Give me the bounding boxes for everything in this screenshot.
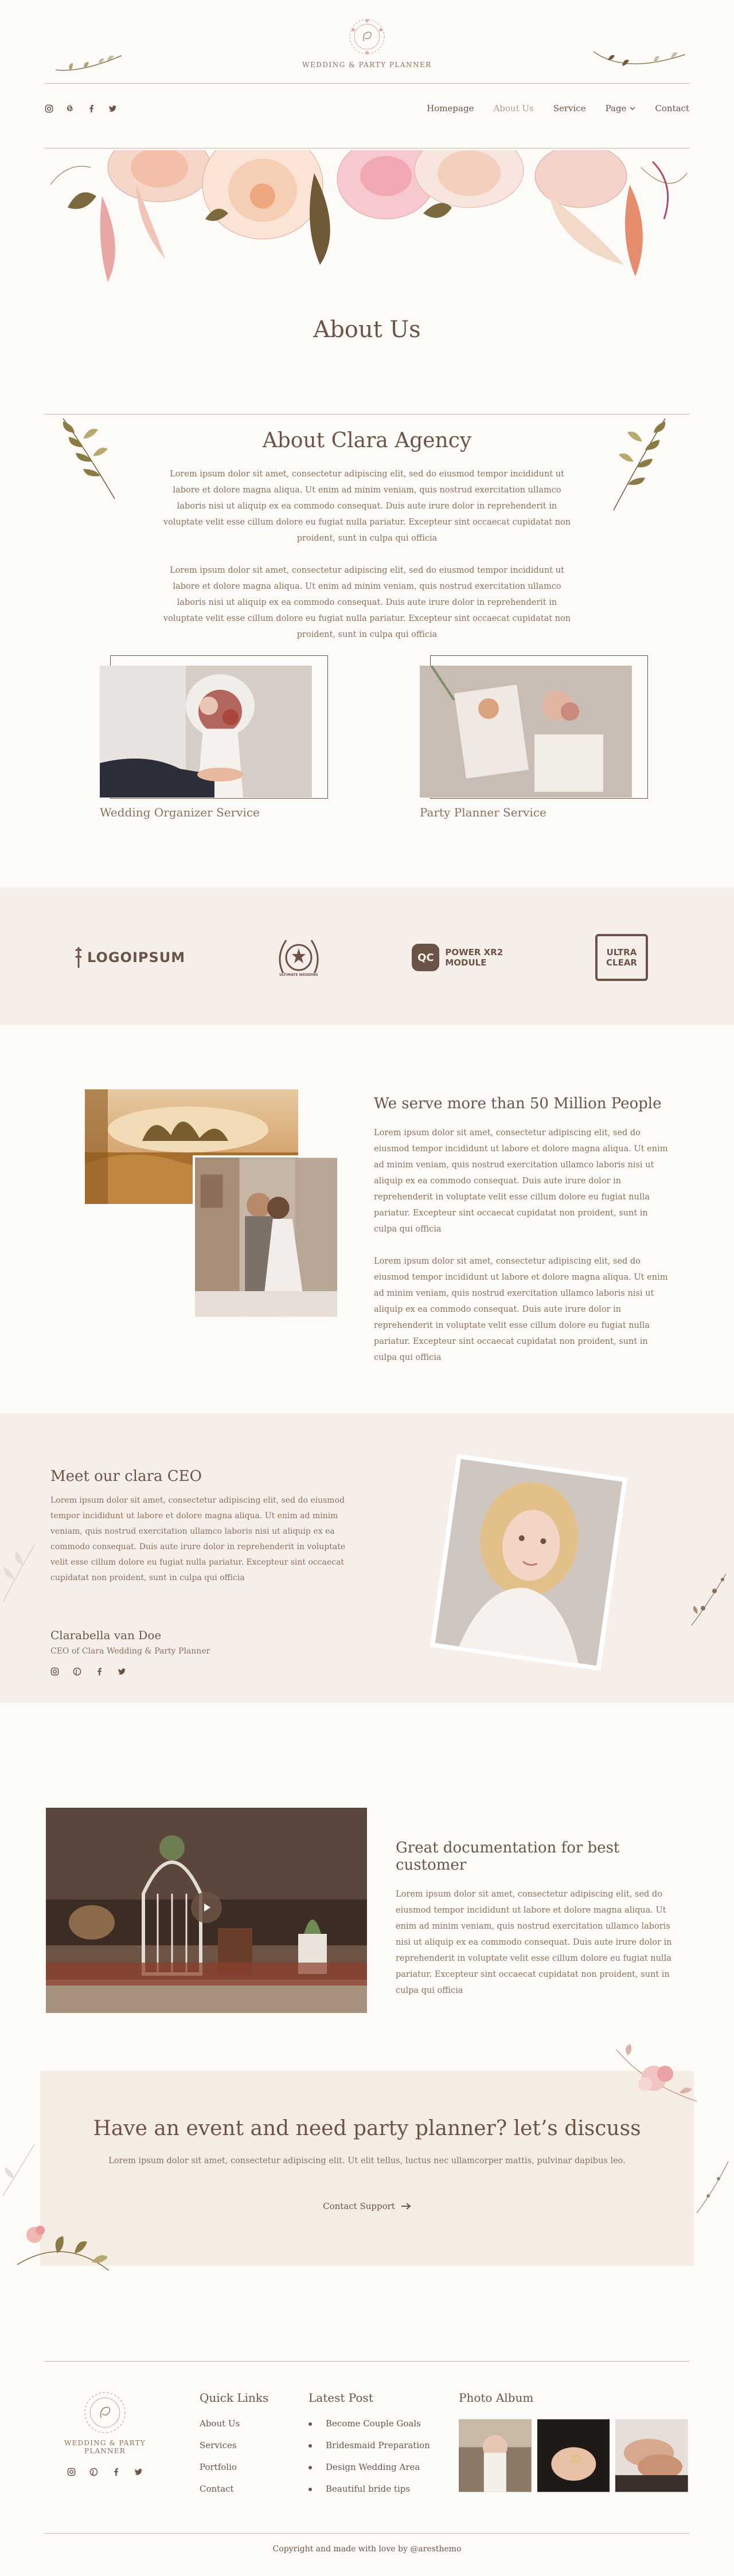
nav-item-page[interactable] (606, 103, 636, 114)
footer-bottom-divider (45, 2533, 689, 2534)
floral-cluster-top-right-icon (611, 2038, 702, 2113)
nav-item-homepage[interactable]: Homepage (427, 103, 474, 114)
partner-logo-ultimate-wedding-text: ULTIMATE WEDDING (279, 972, 318, 977)
nav-item-page-label: Page (605, 103, 627, 114)
footer-link-services[interactable]: Services (200, 2440, 237, 2450)
footer (0, 2361, 734, 2576)
leaf-decor-cta-left-icon (0, 2139, 40, 2202)
footer-brand[interactable] (45, 2389, 165, 2476)
ceo-name: Clarabella van Doe (50, 1628, 162, 1642)
instagram-icon[interactable] (67, 2468, 76, 2476)
cta-section (40, 2071, 694, 2266)
cta-title: Have an event and need party planner? let’s discuss (93, 2117, 641, 2140)
contact-support-button[interactable] (323, 2201, 411, 2211)
pinterest-icon[interactable] (73, 1667, 81, 1676)
nav-item-contact[interactable]: Contact (655, 103, 689, 114)
nav-menu (427, 103, 689, 114)
chevron-down-icon (630, 105, 635, 111)
serve-section (0, 1089, 734, 1362)
latest-post-item[interactable]: Design Wedding Area (309, 2462, 440, 2472)
partner-logo-ultimate-wedding (272, 935, 325, 980)
quick-links-title: Quick Links (200, 2391, 269, 2405)
logoipsum-mark-icon (75, 946, 83, 969)
qc-badge: QC (412, 944, 439, 971)
footer-divider (45, 2361, 689, 2362)
main-nav (45, 100, 689, 116)
header-divider (45, 83, 689, 84)
latest-post-item[interactable]: Beautiful bride tips (309, 2484, 440, 2494)
play-icon (201, 1902, 212, 1913)
album-photo-2[interactable] (537, 2418, 610, 2493)
partner-logos-row (75, 935, 648, 980)
about-divider (45, 414, 689, 415)
footer-link-about-us[interactable]: About Us (200, 2418, 240, 2429)
footer-latest-posts (309, 2391, 440, 2505)
service-label-party: Party Planner Service (420, 806, 546, 819)
photo-album-grid (459, 2418, 688, 2493)
play-button[interactable] (191, 1892, 222, 1923)
photo-album-title: Photo Album (459, 2391, 534, 2405)
floral-sprig-right-icon (686, 1568, 732, 1631)
serve-title: We serve more than 50 Million People (374, 1095, 662, 1112)
party-planner-photo (420, 666, 632, 798)
partner-logo-logoipsum-text: LOGOIPSUM (87, 949, 186, 965)
leaf-decor-cta-right-icon (691, 2156, 731, 2219)
documentation-text (396, 1839, 682, 1999)
partner-logo-ultra-clear-text: ULTRA CLEAR (606, 947, 637, 968)
couple-photo (193, 1155, 339, 1319)
serve-paragraph-2: Lorem ipsum dolor sit amet, consectetur adipiscing elit, sed do eiusmod tempor incididunt ut labore et dolore magna aliqua. Ut enim ad minim veniam, quis nostrud exercitation ullamco laboris nisi ut aliquip ex ea commodo consequat. Duis aute irure dolor in reprehenderit in voluptate velit esse cillum dolore eu fugiat nulla pariatur. Excepteur sint occaecat cupidatat non proident, sunt in culpa qui officia (374, 1257, 668, 1362)
footer-socials (45, 2468, 165, 2476)
about-paragraph-2: Lorem ipsum dolor sit amet, consectetur adipiscing elit, sed do eiusmod tempor incididunt ut labore et dolore magna aliqua. Ut enim ad minim veniam, quis nostrud exercitation ullamco laboris nisi ut aliquip ex ea commodo consequat. Duis aute irure dolor in reprehenderit in voluptate velit esse cillum dolore eu fugiat nulla pariatur. Excepteur sint occaecat cupidatat non proident, sunt in culpa qui officia (163, 566, 571, 639)
latest-post-item[interactable]: Become Couple Goals (309, 2418, 440, 2429)
leaf-decor-left-icon (0, 1539, 40, 1608)
partner-logo-ultra-clear (595, 934, 648, 981)
facebook-icon[interactable] (112, 2468, 120, 2476)
pinterest-icon[interactable] (66, 104, 75, 113)
about-title: About Clara Agency (262, 429, 472, 452)
arrow-right-icon (401, 2203, 411, 2210)
video-player[interactable] (46, 1808, 367, 2013)
partner-logo-power-module (412, 944, 508, 971)
instagram-icon[interactable] (45, 104, 53, 113)
copyright: Copyright and made with love by @aresthemo (272, 2544, 462, 2554)
cta-text: Lorem ipsum dolor sit amet, consectetur adipiscing elit. Ut elit tellus, luctus nec ullamcorper mattis, pulvinar dapibus leo. (108, 2156, 626, 2165)
footer-link-portfolio[interactable]: Portfolio (200, 2462, 237, 2472)
about-section (0, 429, 734, 659)
facebook-icon[interactable] (87, 104, 96, 113)
nav-item-service[interactable]: Service (553, 103, 586, 114)
header-socials (45, 104, 117, 113)
pinterest-icon[interactable] (89, 2468, 98, 2476)
latest-post-item[interactable]: Bridesmaid Preparation (309, 2440, 440, 2450)
footer-quick-links (200, 2391, 286, 2505)
footer-link-contact[interactable]: Contact (200, 2484, 234, 2494)
documentation-title: Great documentation for best customer (396, 1839, 620, 1874)
album-photo-1[interactable] (459, 2418, 532, 2493)
ceo-text (50, 1468, 360, 1676)
twitter-icon[interactable] (118, 1667, 126, 1676)
service-card-wedding[interactable] (100, 655, 369, 827)
wedding-organizer-photo (100, 666, 312, 798)
leaf-sprig-right-icon (591, 40, 688, 80)
brand-logo-icon (346, 16, 388, 57)
page-title: About Us (313, 316, 421, 343)
floral-cluster-left-icon (11, 2213, 115, 2282)
ceo-title: Meet our clara CEO (50, 1468, 202, 1485)
partner-logo-logoipsum (75, 946, 185, 969)
documentation-section (0, 1753, 734, 2028)
footer-brand-logo-icon (81, 2389, 129, 2437)
documentation-paragraph: Lorem ipsum dolor sit amet, consectetur adipiscing elit, sed do eiusmod tempor incididunt ut labore et dolore magna aliqua. Ut enim ad minim veniam, quis nostrud exercitation ullamco laboris nisi ut aliquip ex ea commodo consequat. Duis aute irure dolor in reprehenderit in voluptate velit esse cillum dolore eu fugiat nulla pariatur. Excepteur sint occaecat cupidatat non proident, sunt in culpa qui officia (396, 1890, 672, 1995)
serve-text (374, 1095, 672, 1366)
album-photo-3[interactable] (615, 2418, 688, 2493)
ceo-paragraph: Lorem ipsum dolor sit amet, consectetur adipiscing elit, sed do eiusmod tempor incididunt ut labore et dolore magna aliqua. Ut enim ad minim veniam, quis nostrud exercitation ullamco laboris nisi ut aliquip ex ea commodo consequat. Duis aute irure dolor in reprehenderit in voluptate velit esse cillum dolore eu fugiat nulla pariatur. Excepteur sint occaecat cupidatat non proident, sunt in culpa qui officia (50, 1496, 346, 1582)
twitter-icon[interactable] (134, 2468, 143, 2476)
serve-paragraph-1: Lorem ipsum dolor sit amet, consectetur adipiscing elit, sed do eiusmod tempor incididunt ut labore et dolore magna aliqua. Ut enim ad minim veniam, quis nostrud exercitation ullamco laboris nisi ut aliquip ex ea commodo consequat. Duis aute irure dolor in reprehenderit in voluptate velit esse cillum dolore eu fugiat nulla pariatur. Excepteur sint occaecat cupidatat non proident, sunt in culpa qui officia (374, 1128, 668, 1234)
partner-logos-section (0, 888, 734, 1025)
partner-logo-power-module-text: POWER XR2 MODULE (445, 947, 503, 968)
footer-photo-album (459, 2391, 688, 2493)
twitter-icon[interactable] (108, 104, 117, 113)
ceo-socials (50, 1667, 360, 1676)
contact-support-label: Contact Support (323, 2201, 395, 2211)
facebook-icon[interactable] (95, 1667, 104, 1676)
about-paragraph-1: Lorem ipsum dolor sit amet, consectetur adipiscing elit, sed do eiusmod tempor incididunt ut labore et dolore magna aliqua. Ut enim ad minim veniam, quis nostrud exercitation ullamco laboris nisi ut aliquip ex ea commodo consequat. Duis aute irure dolor in reprehenderit in voluptate velit esse cillum dolore eu fugiat nulla pariatur. Excepteur sint occaecat cupidatat non proident, sunt in culpa qui officia (163, 470, 571, 543)
service-card-party[interactable] (420, 655, 689, 827)
latest-post-title: Latest Post (309, 2391, 373, 2405)
ceo-portrait-photo (425, 1453, 632, 1671)
ceo-section (0, 1413, 734, 1703)
leaf-sprig-left-icon (53, 47, 127, 81)
floral-banner-illustration (45, 150, 689, 294)
ceo-role: CEO of Clara Wedding & Party Planner (50, 1647, 210, 1656)
brand-name: WEDDING & PARTY PLANNER (302, 61, 432, 69)
nav-item-about-us[interactable]: About Us (493, 103, 534, 114)
footer-brand-name: WEDDING & PARTY PLANNER (64, 2439, 146, 2455)
instagram-icon[interactable] (50, 1667, 59, 1676)
service-label-wedding: Wedding Organizer Service (100, 806, 260, 819)
